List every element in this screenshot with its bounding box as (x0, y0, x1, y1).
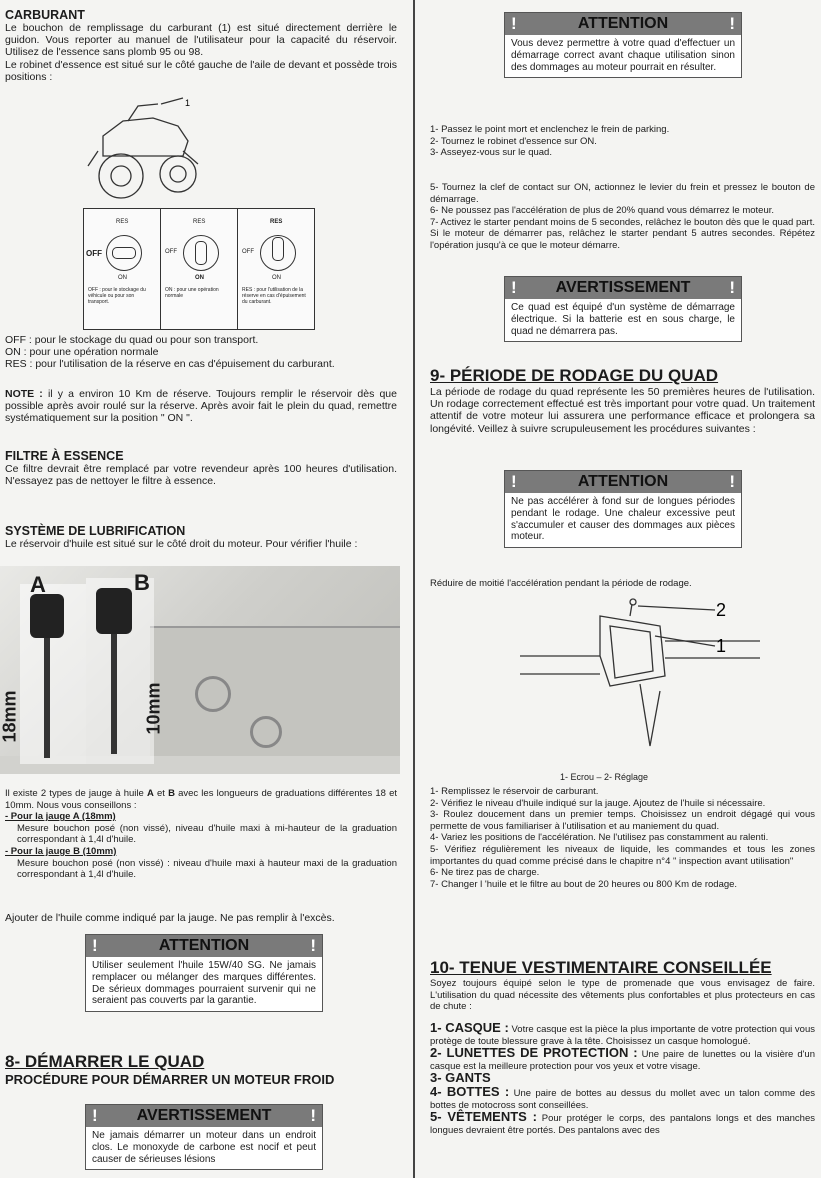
filtre-title: FILTRE À ESSENCE (5, 449, 124, 463)
avertissement-box-right (504, 276, 742, 342)
throttle-caption: 1- Ecrou – 2- Réglage (560, 772, 649, 782)
attention-text: Ne pas accélérer à fond sur de longues périodes pendant le rodage. Une chaleur excessive peut s'accumuler et causer des dommages aux pièces moteur. (511, 496, 735, 543)
rodage-item-1: 1- Remplissez le réservoir de carburant. (430, 786, 599, 797)
jauge-b-text: Mesure bouchon posé (non vissé) : niveau d'huile maxi à hauteur maxi de la graduation correspondant à 1,4l d'huile. (17, 857, 397, 881)
avertissement-bar: ! AVERTISSEMENT ! (86, 1105, 322, 1127)
oil-gauge-photo (0, 566, 400, 774)
jauge-a-text: Mesure bouchon posé (non vissé), niveau d'huile maxi à mi-hauteur de la graduation correspondant à 1,4l d'huile. (17, 822, 397, 846)
attention-box-rodage (504, 470, 742, 548)
valve-positions-list (5, 334, 397, 371)
carburant-text: Le bouchon de remplissage du carburant (1) est situé directement derrière le guidon. Vous reporter au manuel de l'utilisateur pour la capacité du réservoir. Utilisez de l'essence sans plomb 95 ou 98. (5, 22, 397, 59)
position-on: ON : pour une opération normale (5, 346, 159, 359)
section-8-subtitle: PROCÉDURE POUR DÉMARRER UN MOTEUR FROID (5, 1072, 335, 1087)
rodage-item-3: 3- Roulez doucement dans un premier temps. Choisissez un endroit dégagé qui vous permette de vous familiariser à l'utilisation et au maniement du quad. (430, 809, 815, 832)
ajouter-text: Ajouter de l'huile comme indiqué par la jauge. Ne pas remplir à l'excès. (5, 912, 335, 924)
jauge-intro: Il existe 2 types de jauge à huile A et B avec les longueurs de graduations différentes 18 et 10mm. Nous vous conseillons : (5, 788, 397, 811)
start-steps-2 (430, 182, 815, 252)
avertissement-text: Ce quad est équipé d'un système de démarrage électrique. Si la batterie est en sous charge, le quad ne démarrera pas. (511, 302, 735, 337)
rodage-item-5: 5- Vérifiez régulièrement les niveaux de liquide, les commandes et tous les zones importantes du quad comme précisé dans le chapitre n°4 " inspection avant utilisation" (430, 843, 815, 867)
rodage-item-7: 7- Changer l 'huile et le filtre au bout de 20 heures ou 800 Km de rodage. (430, 878, 738, 890)
equip-vetements: 5- VÊTEMENTS : Pour protéger le corps, des pantalons longs et des manches longues devraient être portés. Des pantalons avec des (430, 1109, 815, 1136)
callout-2: 2 (716, 600, 727, 620)
gauge-label-b: B (134, 570, 150, 595)
equipment-list (430, 1022, 815, 1136)
step-6: 6- Ne poussez pas l'accélération de plus de 20% quand vous démarrez le moteur. (430, 205, 775, 217)
valve-panel-off: RES OFF ON OFF : pour le stockage du véhicule ou pour son transport. (86, 219, 146, 305)
start-steps (430, 124, 815, 159)
section-8-title: 8- DÉMARRER LE QUAD (5, 1052, 205, 1071)
step-3: 3- Asseyez-vous sur le quad. (430, 147, 552, 159)
attention-text: Utiliser seulement l'huile 15W/40 SG. Ne jamais remplacer ou mélanger des marques différentes. De sérieux dommages pourraient survenir qui ne seraient pas couverts par la garantie. (92, 960, 316, 1007)
valve-panel-res: RES OFF ON RES : pour l'utilisation de la réserve en cas d'épuisement du carburant. (242, 219, 306, 305)
callout-1: 1 (185, 98, 191, 108)
rodage-list (430, 786, 815, 890)
fuel-valve-diagram (83, 208, 315, 330)
jauge-b-title: - Pour la jauge B (10mm) (5, 845, 117, 857)
rodage-item-2: 2- Vérifiez le niveau d'huile indiqué sur la jauge. Ajoutez de l'huile si nécessaire. (430, 797, 766, 809)
lubrification-title: SYSTÈME DE LUBRIFICATION (5, 524, 186, 538)
lubrification-text: Le réservoir d'huile est situé sur le côté droit du moteur. Pour vérifier l'huile : (5, 538, 358, 550)
attention-box-oil (85, 934, 323, 1012)
rodage-item-4: 4- Variez les positions de l'accélération. Ne l'utilisez pas constamment au ralenti. (430, 832, 769, 844)
step-5: 5- Tournez la clef de contact sur ON, actionnez le levier du frein et pressez le bouton de démarrage. (430, 182, 815, 205)
position-off: OFF : pour le stockage du quad ou pour son transport. (5, 334, 259, 346)
avertissement-box-left (85, 1104, 323, 1170)
jauge-a-title: - Pour la jauge A (18mm) (5, 811, 116, 823)
reduire-text: Réduire de moitié l'accélération pendant la période de rodage. (430, 578, 692, 589)
callout-1: 1 (716, 636, 727, 656)
avertissement-text: Ne jamais démarrer un moteur dans un endroit clos. Le monoxyde de carbone est nocif et peut causer de sérieuses lésions (92, 1130, 316, 1165)
equip-gants: 3- GANTS (430, 1070, 491, 1086)
carburant-title: CARBURANT (5, 8, 85, 22)
note-paragraph (5, 388, 397, 425)
equip-casque: 1- CASQUE : Votre casque est la pièce la plus importante de votre protection qui vous protège de toute blessure grave à la tête. Choisissez un casque homologué. (430, 1020, 815, 1047)
step-2: 2- Tournez le robinet d'essence sur ON. (430, 135, 597, 147)
section-10-text: Soyez toujours équipé selon le type de promenade que vous envisagez de faire. L'utilisation du quad nécessite des vêtements plus confortables et plus protecteurs en cas de chute : (430, 978, 815, 1013)
valve-panel-on: RES OFF ON ON : pour une opération normale (165, 219, 219, 299)
jauge-section (5, 788, 397, 881)
note-label: NOTE : (5, 388, 43, 400)
gauge-mm-a: 18mm (0, 690, 20, 743)
gauge-mm-b: 10mm (143, 682, 164, 735)
gauge-label-a: A (30, 572, 46, 597)
section-9-text: La période de rodage du quad représente les 50 premières heures de l'utilisation. Un rodage correctement effectué est très important pour votre quad. Un traitement attentif de votre moteur lui assurera une performance efficace et prolongera sa longévité. Veillez à suivre scrupuleusement les procédures suivantes : (430, 386, 815, 435)
step-1: 1- Passez le point mort et enclenchez le frein de parking. (430, 124, 670, 135)
attention-bar: ! ATTENTION ! (86, 935, 322, 957)
attention-box-start (504, 12, 742, 78)
section-9-title: 9- PÉRIODE DE RODAGE DU QUAD (430, 366, 719, 385)
attention-bar: ! ATTENTION ! (505, 471, 741, 493)
throttle-diagram (520, 596, 815, 772)
attention-text: Vous devez permettre à votre quad d'effectuer un démarrage correct avant chaque utilisation sinon des dommages au moteur pourrait en résulter. (511, 38, 735, 73)
avertissement-bar: ! AVERTISSEMENT ! (505, 277, 741, 299)
equip-bottes: 4- BOTTES : Une paire de bottes au dessus du mollet avec un talon comme des bottes de motocross sont conseillées. (430, 1083, 815, 1111)
robinet-text: Le robinet d'essence est situé sur le côté gauche de l'aile de devant et possède trois positions : (5, 58, 397, 83)
attention-bar: ! ATTENTION ! (505, 13, 741, 35)
position-res: RES : pour l'utilisation de la réserve en cas d'épuisement du carburant. (5, 358, 335, 371)
step-7: 7- Activez le starter pendant moins de 5 secondes, relâchez le bouton dès que le quad part. Si le moteur de démarrer pas, relâchez le starter pendant 5 autres secondes. Répétez l'opération jusqu'à ce que le moteur démarre. (430, 216, 815, 251)
note-text: il y a environ 10 Km de réserve. Toujours remplir le réservoir dès que possible après avoir roulé sur la réserve. Après avoir fait le plein du quad, remettre systématiquement sur la position " ON ". (5, 388, 397, 425)
section-10-title: 10- TENUE VESTIMENTAIRE CONSEILLÉE (430, 958, 772, 977)
filtre-text: Ce filtre devrait être remplacé par votre revendeur après 100 heures d'utilisation. N'essayez pas de nettoyer le filtre à essence. (5, 463, 397, 488)
column-divider (413, 0, 415, 1178)
rodage-item-6: 6- Ne tirez pas de charge. (430, 867, 540, 879)
quad-illustration (83, 96, 203, 206)
equip-lunettes: 2- LUNETTES DE PROTECTION : Une paire de lunettes ou la visière d'un casque est la meilleure protection pour vos yeux et votre visage. (430, 1045, 815, 1072)
